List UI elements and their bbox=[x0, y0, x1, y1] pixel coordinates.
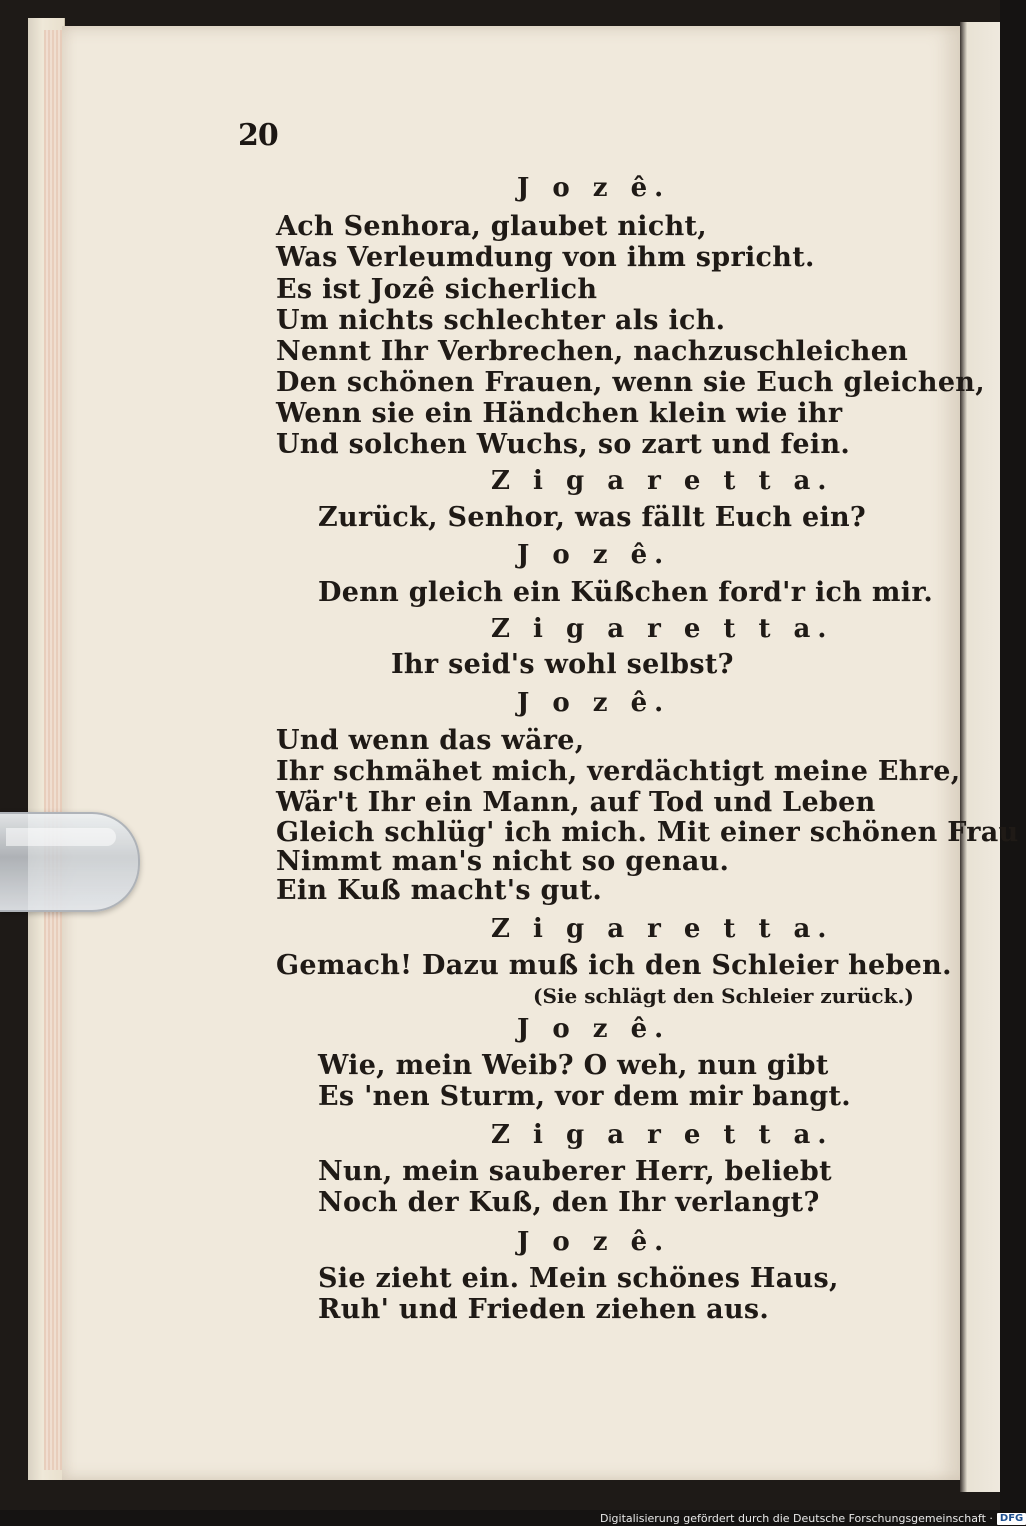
verse-line: Denn gleich ein Küßchen ford'r ich mir. bbox=[318, 577, 934, 608]
speaker-heading: J o z ê. bbox=[517, 540, 671, 570]
verse-line: Nun, mein sauberer Herr, beliebt bbox=[318, 1156, 832, 1187]
verse-line: Und wenn das wäre, bbox=[276, 725, 585, 756]
speaker-heading: J o z ê. bbox=[517, 1014, 671, 1044]
verse-line: Es 'nen Sturm, vor dem mir bangt. bbox=[318, 1081, 851, 1112]
verse-line: Ihr schmähet mich, verdächtigt meine Ehre, bbox=[276, 756, 961, 787]
verse-line: Es ist Jozê sicherlich bbox=[276, 274, 598, 305]
verse-line: Nimmt man's nicht so genau. bbox=[276, 846, 730, 877]
verse-line: Ihr seid's wohl selbst? bbox=[391, 649, 734, 680]
speaker-heading: Z i g a r e t t a. bbox=[491, 466, 834, 496]
verse-line: Den schönen Frauen, wenn sie Euch gleichen, bbox=[276, 367, 985, 398]
verse-line: Gleich schlüg' ich mich. Mit einer schönen Frau bbox=[276, 817, 1019, 848]
verse-line: Wie, mein Weib? O weh, nun gibt bbox=[318, 1050, 829, 1081]
verse-line: Ein Kuß macht's gut. bbox=[276, 875, 603, 906]
verse-line: Nennt Ihr Verbrechen, nachzuschleichen bbox=[276, 336, 909, 367]
bookmark-clip bbox=[0, 812, 140, 912]
verse-line: Ruh' und Frieden ziehen aus. bbox=[318, 1294, 770, 1325]
verse-line: Wär't Ihr ein Mann, auf Tod und Leben bbox=[276, 787, 876, 818]
verse-line: Wenn sie ein Händchen klein wie ihr bbox=[276, 398, 843, 429]
stage-direction: (Sie schlägt den Schleier zurück.) bbox=[533, 984, 914, 1008]
digitization-credit bbox=[600, 1512, 1026, 1525]
speaker-heading: J o z ê. bbox=[517, 688, 671, 718]
page-number: 20 bbox=[238, 118, 278, 153]
verse-line: Um nichts schlechter als ich. bbox=[276, 305, 726, 336]
speaker-heading: Z i g a r e t t a. bbox=[491, 914, 834, 944]
speaker-heading: Z i g a r e t t a. bbox=[491, 1120, 834, 1150]
verse-line: Ach Senhora, glaubet nicht, bbox=[276, 211, 708, 242]
speaker-heading: J o z ê. bbox=[517, 173, 671, 203]
verse-line: Und solchen Wuchs, so zart und fein. bbox=[276, 429, 851, 460]
verse-line: Noch der Kuß, den Ihr verlangt? bbox=[318, 1187, 820, 1218]
verse-line: Gemach! Dazu muß ich den Schleier heben. bbox=[276, 950, 952, 981]
credit-text: Digitalisierung gefördert durch die Deutsche Forschungsgemeinschaft · bbox=[600, 1512, 993, 1525]
dfg-logo: DFG bbox=[997, 1513, 1026, 1525]
speaker-heading: J o z ê. bbox=[517, 1227, 671, 1257]
verse-line: Zurück, Senhor, was fällt Euch ein? bbox=[318, 502, 867, 533]
verse-line: Sie zieht ein. Mein schönes Haus, bbox=[318, 1263, 839, 1294]
verse-line: Was Verleumdung von ihm spricht. bbox=[276, 242, 815, 273]
speaker-heading: Z i g a r e t t a. bbox=[491, 614, 834, 644]
